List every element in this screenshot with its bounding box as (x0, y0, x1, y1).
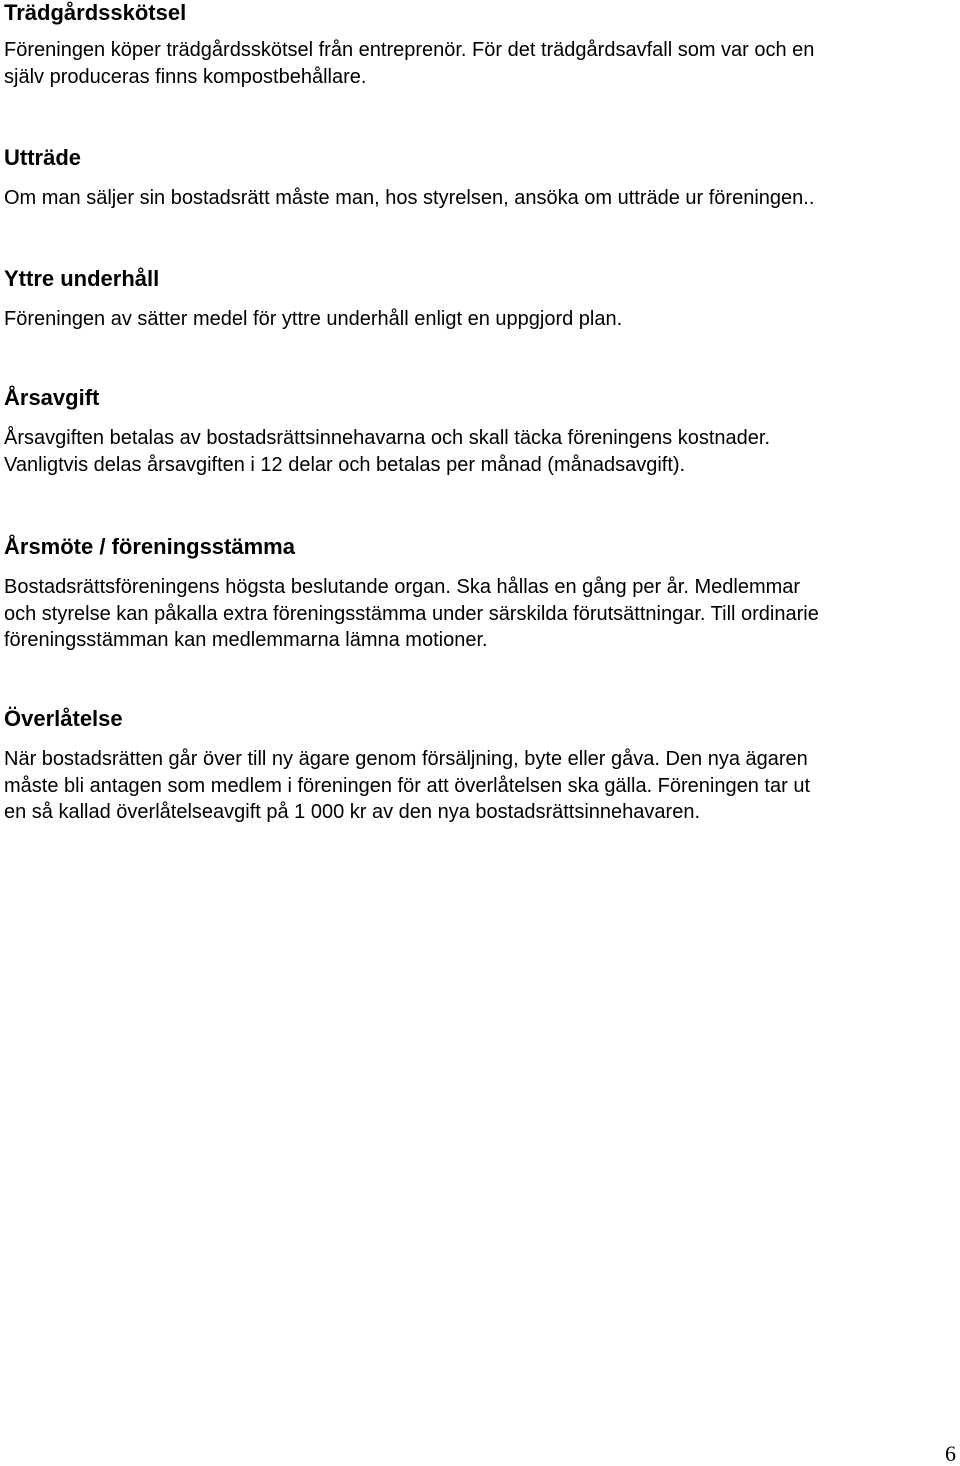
paragraph-line: Föreningen av sätter medel för yttre underhåll enligt en uppgjord plan. (4, 308, 623, 330)
paragraph-line: en så kallad överlåtelseavgift på 1 000 kr av den nya bostadsrättsinnehavaren. (4, 801, 700, 823)
section-arsavgift (4, 385, 770, 478)
section-uttrade (4, 145, 814, 212)
section-overlatelse (4, 706, 810, 826)
section-arsmote (4, 534, 819, 654)
paragraph-line: Årsavgiften betalas av bostadsrättsinnehavarna och skall täcka föreningens kostnader. (4, 427, 771, 449)
section-heading: Årsmöte / föreningsstämma (4, 534, 295, 559)
section-yttre-underhall (4, 266, 622, 333)
paragraph-line: själv produceras finns kompostbehållare. (4, 65, 367, 88)
section-heading: Överlåtelse (4, 706, 123, 731)
section-paragraph (4, 37, 814, 90)
section-tradgardsskotsel (4, 0, 814, 90)
section-paragraph (4, 574, 819, 654)
paragraph-line: Om man säljer sin bostadsrätt måste man, hos styrelsen, ansöka om utträde ur föreningen.. (4, 187, 815, 209)
paragraph-line: och styrelse kan påkalla extra föreningsstämma under särskilda förutsättningar. Till ordinarie (4, 602, 819, 625)
paragraph-line: Föreningen köper trädgårdsskötsel från entreprenör. För det trädgårdsavfall som var och en (4, 39, 815, 61)
section-paragraph (4, 746, 810, 826)
page-number: 6 (945, 1441, 956, 1466)
section-paragraph (4, 425, 770, 478)
section-heading: Utträde (4, 145, 82, 170)
section-heading: Trädgårdsskötsel (4, 0, 187, 25)
section-paragraph (4, 185, 814, 212)
section-heading: Yttre underhåll (4, 266, 160, 291)
paragraph-line: Vanligtvis delas årsavgiften i 12 delar och betalas per månad (månadsavgift). (4, 453, 686, 476)
section-paragraph (4, 306, 622, 333)
paragraph-line: Bostadsrättsföreningens högsta beslutande organ. Ska hållas en gång per år. Medlemmar (4, 576, 801, 598)
paragraph-line: När bostadsrätten går över till ny ägare genom försäljning, byte eller gåva. Den nya ägaren (4, 748, 808, 770)
section-heading: Årsavgift (4, 385, 100, 410)
paragraph-line: föreningsstämman kan medlemmarna lämna motioner. (4, 629, 488, 651)
paragraph-line: måste bli antagen som medlem i föreningen för att överlåtelsen ska gälla. Föreningen tar ut (4, 774, 810, 797)
